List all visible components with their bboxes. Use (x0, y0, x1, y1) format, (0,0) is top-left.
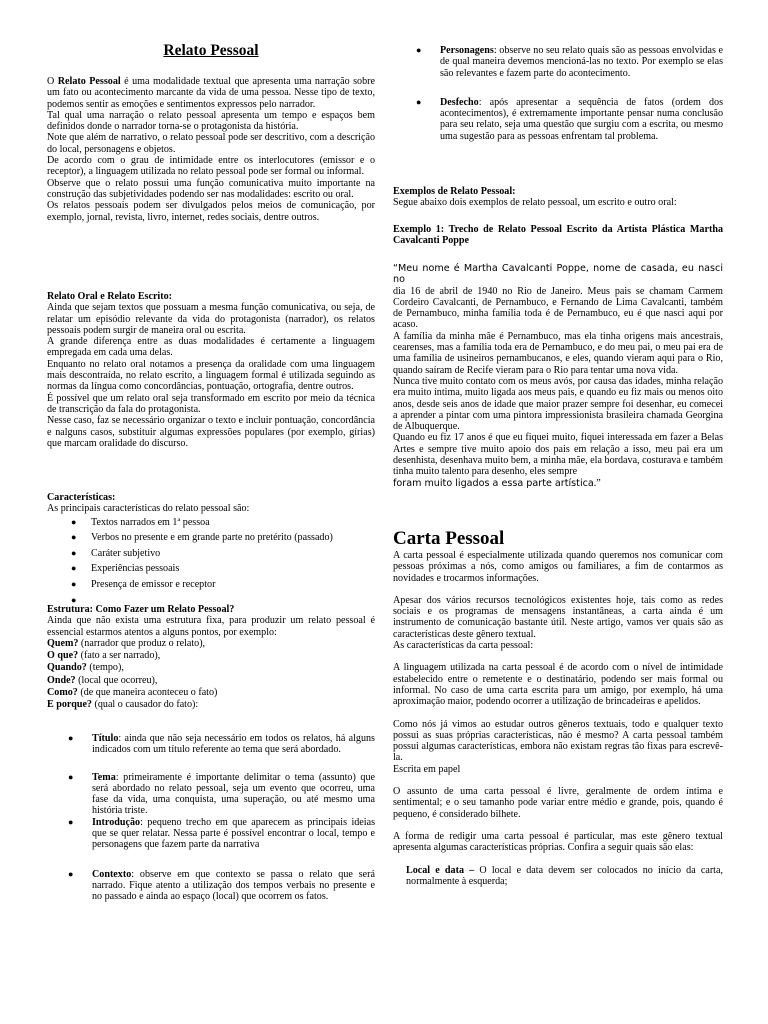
oral-paragraph: É possível que um relato oral seja transformado em escrito por meio da técnica de transcrição da fala do protagonista. (47, 392, 375, 415)
questions-list (47, 638, 375, 711)
list-item: ● Contexto: observe em que contexto se passa o relato que será narrado. Fique atento a utilização dos tempos verbais no presente e no passado e ainda ao espaço (local) que ocorrem os fatos. (68, 868, 375, 903)
section-heading: Relato Oral e Relato Escrito: (47, 291, 173, 302)
caracteristicas-intro: As principais características do relato pessoal são: (47, 503, 250, 515)
carta-paragraph: A linguagem utilizada na carta pessoal é de acordo com o nível de intimidade estabelecido entre o remetente e o destinatário, podendo ser mais formal ou informal. No caso de uma carta escrita para um amigo, por exemplo, há uma aproximação maior, podendo ocorrer a utilização de brincadeiras e apelidos. (393, 662, 723, 708)
structure-parts-list-continued (416, 45, 723, 142)
question-item: Onde? (local que ocorreu), (47, 674, 158, 686)
carta-paragraph: A carta pessoal é especialmente utilizada quando queremos nos comunicar com pessoas próximas a nós, como amigos ou familiares, a fim de contarmos as novidades e trocarmos informações. (393, 550, 723, 584)
list-item: ● Presença de emissor e receptor (71, 578, 216, 590)
page-title: Relato Pessoal (163, 42, 259, 59)
carta-paragraph: O assunto de uma carta pessoal é livre, geralmente de ordem íntima e sentimental; e o seu tamanho pode variar entre médio e grande, pois, quando é pequeno, é considerado bilhete. (393, 786, 723, 820)
local-data-paragraph: Local e data – O local e data devem ser colocados no início da carta, normalmente à esquerda; (406, 864, 723, 887)
quote-paragraph: Quando eu fiz 17 anos é que eu fiquei muito, fiquei interessada em fazer a Belas Artes e sempre tive muito apoio dos pais em relação a isso, meu pai era um desenhista, desenhava muito bem, a minha mãe, ela bordava, costurava e também tinha muito talento para desenho, eles sempre (393, 432, 723, 478)
intro-paragraph: Tal qual uma narração o relato pessoal apresenta um tempo e espaços bem definidos donde o narrador torna-se o protagonista da história. (47, 109, 375, 133)
quote-section (393, 263, 723, 489)
list-item: ● Textos narrados em 1ª pessoa (71, 516, 210, 528)
carta-paragraph: A forma de redigir uma carta pessoal é particular, mas este gênero textual apresenta algumas características próprias. Confira a seguir quais são elas: (393, 830, 723, 854)
question-item: E porque? (qual o causador do fato): (47, 698, 199, 710)
intro-paragraph: Os relatos pessoais podem ser divulgados pelos meios de comunicação, por exemplo, jornal, revista, livro, internet, redes sociais, dentre outros. (47, 200, 375, 223)
carta-title: Carta Pessoal (393, 528, 505, 549)
quote-paragraph: Nunca tive muito contato com os meus avós, por causa das idades, minha relação era muito íntima, muito ligada aos meus pais, e quando eu fiz mais ou menos oito anos, desde seis anos de idade que maior prazer sempre foi desenhar, eu comecei a aprender a pintar com uma pintora impressionista brasileira chamada Georgina de Albuquerque. (393, 375, 723, 433)
intro-paragraph: De acordo com o grau de intimidade entre os interlocutores (emissor e o receptor), a linguagem utilizada no relato pessoal pode ser formal ou informal. (47, 155, 375, 178)
list-item: ● Tema: primeiramente é importante delimitar o tema (assunto) que será abordado no relato pessoal, seja um evento que ocorreu, uma fase da vida, uma conquista, uma superação, ou até mesmo uma história triste. (68, 771, 375, 817)
structure-parts-list (68, 733, 375, 903)
quote-closing: foram muito ligados a essa parte artística.” (393, 477, 601, 489)
carta-section (393, 550, 723, 887)
oral-section (47, 291, 375, 449)
section-heading: Características: (47, 492, 116, 503)
carta-paragraph: As características da carta pessoal: (393, 640, 534, 652)
question-item: Quando? (tempo), (47, 662, 124, 674)
list-item: ● Personagens: observe no seu relato quais são as pessoas envolvidas e de qual maneira devemos mencioná-las no texto. Por exemplo se elas são relevantes e fazem parte do acontecimento. (416, 45, 723, 79)
caracteristicas-list (71, 515, 375, 605)
intro-paragraph: O Relato Pessoal é uma modalidade textual que apresenta uma narração sobre um fato ou acontecimento marcante da vida de uma pessoa. Nesse tipo de texto, podemos sentir as emoções e sentimentos expressos pelo narrador. (47, 76, 375, 110)
estrutura-section (47, 604, 375, 711)
section-heading: Estrutura: Como Fazer um Relato Pessoal? (47, 604, 235, 615)
carta-paragraph: Apesar dos vários recursos tecnológicos existentes hoje, tais como as redes sociais e os programas de mensagens instantâneas, a carta ainda é um instrumento de comunicação bastante útil. Neste artigo, vamos ver quais são as características deste gênero textual. (393, 594, 723, 640)
carta-paragraph: Escrita em papel (393, 763, 461, 775)
list-item: ● Caráter subjetivo (71, 547, 161, 559)
question-item: Quem? (narrador que produz o relato), (47, 637, 206, 649)
intro-paragraph: Note que além de narrativo, o relato pessoal pode ser descritivo, com a descrição do local, personagens e objetos. (47, 132, 375, 155)
list-item: ● Introdução: pequeno trecho em que aparecem as principais ideias que se quer relatar. Nessa parte é possível encontrar o local, tempo e personagens que fazem parte da narrativa (68, 816, 375, 851)
exemplo-heading: Exemplo 1: Trecho de Relato Pessoal Escrito da Artista Plástica Martha Cavalcanti Poppe (393, 224, 723, 247)
intro-section (47, 76, 375, 223)
quote-paragraph: A família da minha mãe é Pernambuco, mas ela tinha origens mais ancestrais, cearenses, mas a família toda era de Pernambuco, e do meu pai, o meu pai era de uma família de usineiros pernambucanos, e eles, quando vieram aqui para o Rio, quando saíram de Recife vieram para o Rio para tentar uma nova vida. (393, 330, 723, 376)
carta-paragraph: Como nós já vimos ao estudar outros gêneros textuais, todo e qualquer texto possui as suas próprias características, não é mesmo? A carta pessoal também possui algumas características, embora não existam regras tão fixas para escrevê-la. (393, 718, 723, 764)
list-item: ● Experiências pessoais (71, 563, 180, 575)
list-item: ● Título: ainda que não seja necessário em todos os relatos, há alguns indicados com um título referente ao tema que será abordado. (68, 733, 375, 756)
question-item: O que? (fato a ser narrado), (47, 650, 161, 662)
intro-paragraph: Observe que o relato possui uma função comunicativa muito importante na construção das subjetividades podendo ser nas modalidades: escrito ou oral. (47, 177, 375, 200)
list-item: ● (71, 594, 77, 605)
oral-paragraph: Ainda que sejam textos que possuam a mesma função comunicativa, ou seja, de relatar um episódio relevante da vida do protagonista (narrador), os relatos pessoais podem surgir de maneira oral ou escrita. (47, 302, 375, 336)
exemplos-section (393, 186, 723, 209)
oral-paragraph: Nesse caso, faz se necessário organizar o texto e incluir pontuação, concordância e nalguns casos, substituir algumas expressões populares (por exemplo, gírias) que marcam oralidade do discurso. (47, 415, 375, 449)
section-heading: Exemplos de Relato Pessoal: (393, 186, 516, 197)
oral-paragraph: A grande diferença entre as duas modalidades é certamente a linguagem empregada em cada uma delas. (47, 336, 375, 359)
caracteristicas-section (47, 492, 375, 603)
list-item: ● Desfecho: após apresentar a sequência de fatos (ordem dos acontecimentos), é extremamente importante pensar numa conclusão para seu relato, seja uma questão que surgiu com a escrita, ou mesmo uma sugestão para as pessoas enfrentam tal problema. (416, 96, 723, 142)
quote-paragraph: dia 16 de abril de 1940 no Rio de Janeiro. Meus pais se chamam Carmem Cordeiro Cavalcanti, de Pernambuco, e Fernando de Lima Cavalcanti, também de Pernambuco, minha família toda é de Pernambuco, eu é que nasci aqui por acaso. (393, 285, 723, 331)
question-item: Como? (de que maneira aconteceu o fato) (47, 686, 218, 698)
oral-paragraph: Enquanto no relato oral notamos a presença da oralidade com uma linguagem mais descontraída, no relato escrito, a linguagem formal é utilizada seguindo as normas da língua como concordâncias, pontuação, ortografia, dentre outros. (47, 358, 375, 393)
list-item: ● Verbos no presente e em grande parte no pretérito (passado) (71, 532, 333, 544)
quote-opening: “Meu nome é Martha Cavalcanti Poppe, nome de casada, eu nasci no (393, 263, 723, 286)
estrutura-paragraph: Ainda que não exista uma estrutura fixa, para produzir um relato pessoal é essencial estarmos atentos a alguns pontos, por exemplo: (47, 615, 375, 638)
exemplos-paragraph: Segue abaixo dois exemplos de relato pessoal, um escrito e outro oral: (393, 197, 677, 209)
